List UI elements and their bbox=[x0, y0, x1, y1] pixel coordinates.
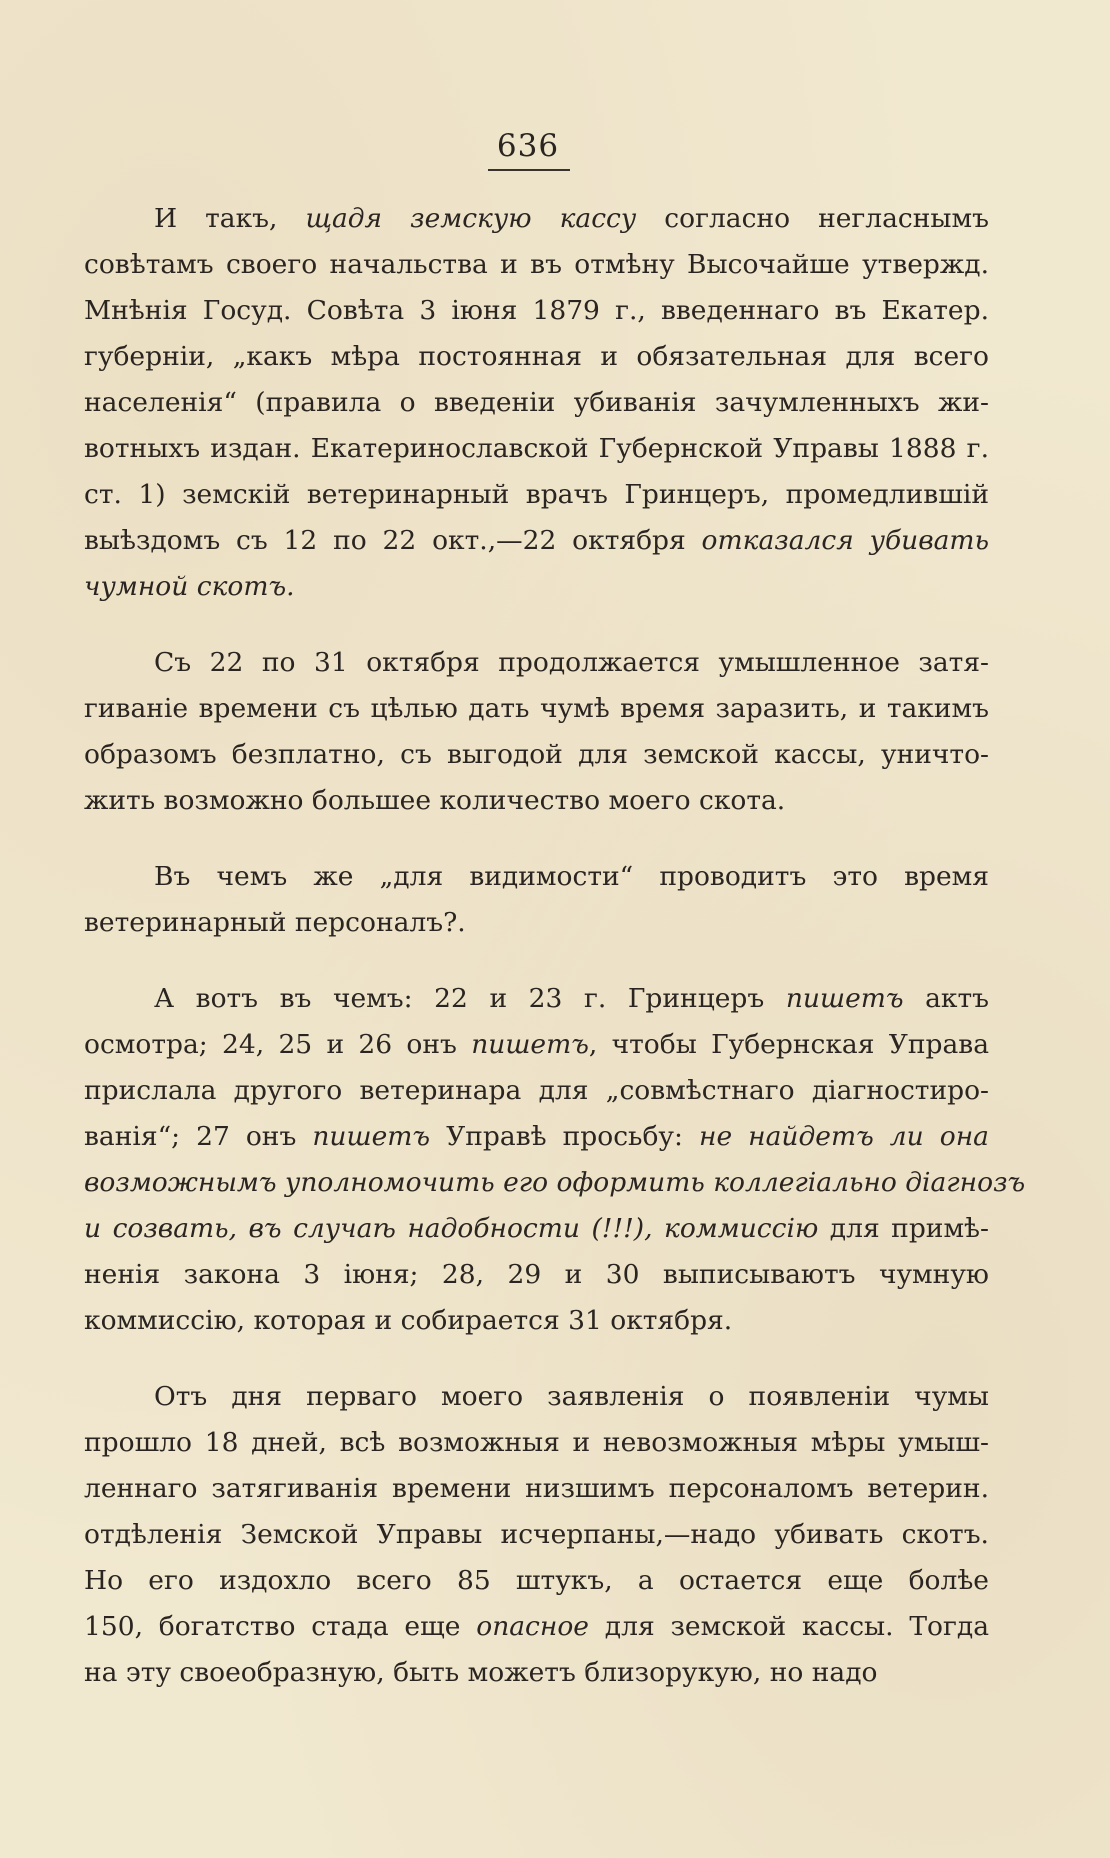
text-line bbox=[84, 976, 989, 1022]
body-text bbox=[84, 196, 1026, 1696]
text-segment: Управѣ просьбу: bbox=[430, 1121, 699, 1152]
text-line bbox=[84, 686, 989, 732]
text-line bbox=[84, 334, 989, 380]
text-line bbox=[84, 564, 989, 610]
text-line bbox=[84, 472, 989, 518]
page-number-rule bbox=[488, 169, 570, 171]
paragraph bbox=[84, 640, 989, 824]
paragraph-gap bbox=[84, 610, 989, 640]
italic-segment: чумной скотъ. bbox=[84, 571, 295, 602]
text-line bbox=[84, 778, 989, 824]
text-segment: губерніи, „какъ мѣра постоянная и обязательная для всего bbox=[84, 341, 989, 372]
text-line bbox=[84, 1022, 989, 1068]
paragraph bbox=[84, 854, 989, 946]
text-segment: Мнѣнія Госуд. Совѣта 3 іюня 1879 г., введеннаго въ Екатер. bbox=[84, 295, 989, 326]
text-segment: леннаго затягиванія времени низшимъ персоналомъ ветерин. bbox=[84, 1473, 989, 1504]
text-segment: актъ bbox=[903, 983, 990, 1014]
text-segment: Съ 22 по 31 октября продолжается умышленное затя- bbox=[154, 647, 989, 678]
text-segment: прислала другого ветеринара для „совмѣстнаго діагностиро- bbox=[84, 1075, 989, 1106]
text-segment: жить возможно большее количество моего скота. bbox=[84, 785, 786, 816]
text-segment: вотныхъ издан. Екатеринославской Губернской Управы 1888 г. bbox=[84, 433, 989, 464]
italic-segment: и созвать, въ случаѣ надобности (!!!), коммиссію bbox=[84, 1213, 819, 1244]
text-line bbox=[84, 1512, 989, 1558]
paragraph-gap bbox=[84, 1344, 989, 1374]
text-line bbox=[84, 1604, 989, 1650]
text-segment: Въ чемъ же „для видимости“ проводитъ это время bbox=[154, 861, 989, 892]
text-line bbox=[84, 426, 989, 472]
text-line bbox=[84, 640, 989, 686]
text-segment: согласно негласнымъ bbox=[636, 203, 989, 234]
text-line bbox=[84, 854, 989, 900]
text-line bbox=[84, 242, 989, 288]
italic-segment: щадя земскую кассу bbox=[305, 203, 637, 234]
text-line bbox=[84, 1252, 989, 1298]
italic-segment: не найдетъ ли она bbox=[699, 1121, 989, 1152]
text-segment: осмотра; 24, 25 и 26 онъ bbox=[84, 1029, 472, 1060]
text-segment: для примѣ- bbox=[818, 1213, 989, 1244]
text-line bbox=[84, 1068, 989, 1114]
paragraph bbox=[84, 976, 1026, 1344]
text-segment: коммиссію, которая и собирается 31 октября. bbox=[84, 1305, 733, 1336]
text-segment: Отъ дня перваго моего заявленія о появленіи чумы bbox=[154, 1381, 989, 1412]
text-segment: ванія“; 27 онъ bbox=[84, 1121, 313, 1152]
paragraph-gap bbox=[84, 824, 989, 854]
italic-segment: пишетъ bbox=[312, 1121, 431, 1152]
text-line bbox=[84, 1114, 989, 1160]
text-segment: образомъ безплатно, съ выгодой для земской кассы, уничто- bbox=[84, 739, 989, 770]
italic-segment: возможнымъ уполномочить его оформить коллегіально діагнозъ bbox=[84, 1167, 1026, 1198]
text-line bbox=[84, 1206, 989, 1252]
text-segment: ветеринарный персоналъ?. bbox=[84, 907, 466, 938]
text-segment: гиваніе времени съ цѣлью дать чумѣ время заразить, и такимъ bbox=[84, 693, 989, 724]
italic-segment: отказался убивать bbox=[701, 525, 989, 556]
text-line bbox=[84, 380, 989, 426]
page-number: 636 bbox=[496, 128, 560, 164]
text-segment: ст. 1) земскій ветеринарный врачъ Гринцеръ, промедлившій bbox=[84, 479, 989, 510]
text-segment: А вотъ въ чемъ: 22 и 23 г. Гринцеръ bbox=[154, 983, 786, 1014]
text-segment: прошло 18 дней, всѣ возможныя и невозможныя мѣры умыш- bbox=[84, 1427, 989, 1458]
paragraph bbox=[84, 196, 989, 610]
text-segment: выѣздомъ съ 12 по 22 окт.,—22 октября bbox=[84, 525, 702, 556]
text-segment: населенія“ (правила о введеніи убиванія зачумленныхъ жи- bbox=[84, 387, 989, 418]
text-segment: на эту своеобразную, быть можетъ близорукую, но надо bbox=[84, 1657, 878, 1688]
text-line bbox=[84, 1374, 989, 1420]
text-line bbox=[84, 288, 989, 334]
text-segment: для земской кассы. Тогда bbox=[589, 1611, 989, 1642]
text-segment: 150, богатство стада еще bbox=[84, 1611, 477, 1642]
text-line bbox=[84, 1420, 989, 1466]
text-line bbox=[84, 1466, 989, 1512]
text-line bbox=[84, 1650, 989, 1696]
text-segment: отдѣленія Земской Управы исчерпаны,—надо убивать скотъ. bbox=[84, 1519, 989, 1550]
italic-segment: опасное bbox=[476, 1611, 589, 1642]
paragraph-gap bbox=[84, 946, 989, 976]
text-line bbox=[84, 900, 989, 946]
italic-segment: пишетъ bbox=[471, 1029, 589, 1060]
text-segment: ненія закона 3 іюня; 28, 29 и 30 выписываютъ чумную bbox=[84, 1259, 989, 1290]
paragraph bbox=[84, 1374, 989, 1696]
text-segment: , чтобы Губернская Управа bbox=[588, 1029, 989, 1060]
text-line bbox=[84, 196, 989, 242]
text-segment: Но его издохло всего 85 штукъ, а остается еще болѣе bbox=[84, 1565, 989, 1596]
italic-segment: пишетъ bbox=[785, 983, 904, 1014]
text-line bbox=[84, 1298, 989, 1344]
text-line bbox=[84, 1160, 1026, 1206]
text-line bbox=[84, 1558, 989, 1604]
text-line bbox=[84, 518, 989, 564]
text-segment: И такъ, bbox=[154, 203, 306, 234]
text-line bbox=[84, 732, 989, 778]
text-segment: совѣтамъ своего начальства и въ отмѣну Высочайше утвержд. bbox=[84, 249, 989, 280]
